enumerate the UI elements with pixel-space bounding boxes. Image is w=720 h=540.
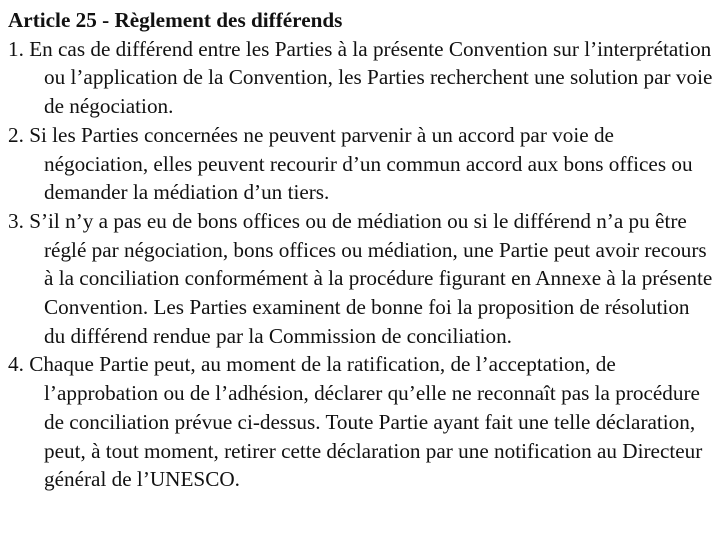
article-title: Article 25 - Règlement des différends [8,8,343,32]
document-body [8,6,714,494]
article-paragraph-1: 1. En cas de différend entre les Parties à la présente Convention sur l’interprétation ou l’application de la Convention, les Parties recherchent une solution par voie de négociation. [8,36,713,119]
article-paragraph-3: 3. S’il n’y a pas eu de bons offices ou de médiation ou si le différend n’a pu être réglé par négociation, bons offices ou médiation, une Partie peut avoir recours à la conciliation conformément à la procédure figurant en Annexe à la présente Convention. Les Parties examinent de bonne foi la proposition de résolution du différend rendue par la Commission de conciliation. [8,208,713,348]
article-paragraph-2: 2. Si les Parties concernées ne peuvent parvenir à un accord par voie de négociation, elles peuvent recourir d’un commun accord aux bons offices ou demander la médiation d’un tiers. [8,122,693,205]
article-paragraph-4: 4. Chaque Partie peut, au moment de la ratification, de l’acceptation, de l’approbation ou de l’adhésion, déclarer qu’elle ne reconnaît pas la procédure de conciliation prévue ci-dessus. Toute Partie ayant fait une telle déclaration, peut, à tout moment, retirer cette déclaration par une notification au Directeur général de l’UNESCO. [8,352,703,492]
